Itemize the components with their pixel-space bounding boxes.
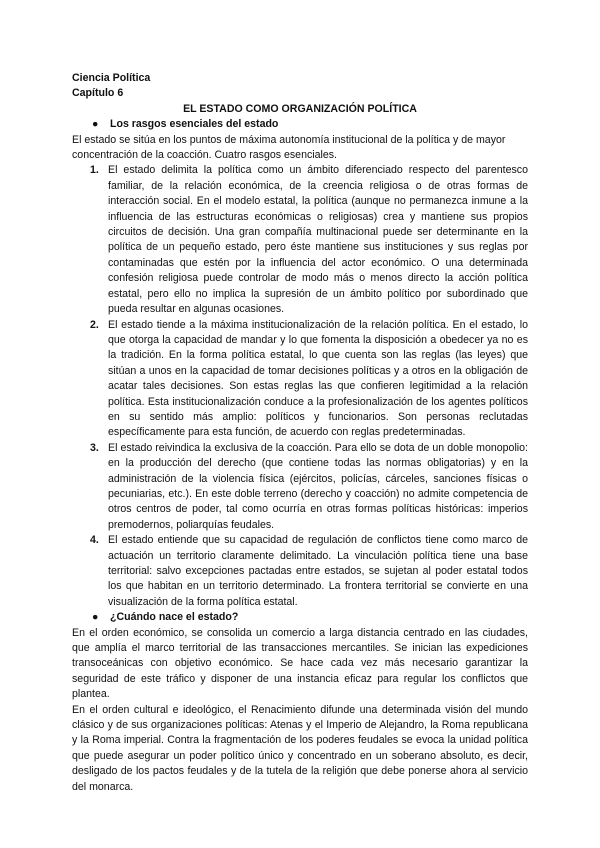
list-item-number: 3. bbox=[90, 441, 99, 454]
list-item bbox=[72, 441, 528, 533]
list-item-text: El estado delimita la política como un ámbito diferenciado respecto del parentesco familiar, de la relación económica, de la creencia religiosa o de otras formas de interacción social. En el modelo estatal, la política (aunque no permanezca inmune a la influencia de las estructuras económicas o religiosas) crea y mantiene sus propios circuitos de decisión. Una gran compañía multinacional puede ser determinante en la política de un pequeño estado, pero éste mantiene sus instituciones y sus reglas por contaminadas que estén por la influencia del actor económico. O una determinada confesión religiosa puede controlar de modo más o menos directo la acción política estatal, pero ello no implica la supresión de un ámbito político por subordinado que pueda resultar en algunas ocasiones. bbox=[108, 164, 528, 316]
chapter-label: Capítulo 6 bbox=[72, 87, 124, 100]
bullet-icon: ● bbox=[92, 611, 99, 624]
list-item bbox=[72, 163, 528, 317]
section-heading-text: Los rasgos esenciales del estado bbox=[110, 118, 279, 131]
section-heading-rasgos bbox=[92, 117, 528, 132]
course-title: Ciencia Política bbox=[72, 72, 151, 84]
list-item-text: El estado reivindica la exclusiva de la coacción. Para ello se dota de un doble monopolio: en la producción del derecho (que contiene todas las normas obligatorias) y en la administración de la violencia física (ejércitos, policías, cárceles, sanciones físicas o pecuniarias, etc.). En este doble terreno (derecho y coacción) no admite competencia de otros centros de poder, tal como ocurría en otras formas políticas históricas: imperios premodernos, poliarquías feudales. bbox=[108, 441, 528, 531]
document-page bbox=[72, 71, 528, 795]
list-item-number: 1. bbox=[90, 164, 99, 177]
list-item-number: 2. bbox=[90, 318, 99, 331]
paragraph-cultural: En el orden cultural e ideológico, el Renacimiento difunde una determinada visión del mundo clásico y de sus organizaciones políticas: Atenas y el Imperio de Alejandro, la Roma republicana y la Roma imperial. Contra la fragmentación de los poderes feudales se evoca la unidad política que puede asegurar un poder político único y concentrado en un soberano absoluto, es decir, desligado de los pactos feudales y de la tutela de la religión que debe ponerse ahora al servicio del monarca. bbox=[72, 703, 528, 793]
section-heading-text: ¿Cuándo nace el estado? bbox=[110, 611, 239, 624]
document-title: EL ESTADO COMO ORGANIZACIÓN POLÍTICA bbox=[183, 102, 417, 115]
section-intro: El estado se sitúa en los puntos de máxima autonomía institucional de la política y de mayor concentración de la coacción. Cuatro rasgos esenciales. bbox=[72, 133, 506, 162]
list-item-text: El estado entiende que su capacidad de regulación de conflictos tiene como marco de actuación un territorio claramente delimitado. La vinculación política tiene una base territorial: salvo excepciones pactadas entre estados, se sujetan al poder estatal todos los que habitan en un territorio determinado. La frontera territorial se convierte en una visualización de la forma política estatal. bbox=[108, 534, 528, 608]
list-item-text: El estado tiende a la máxima institucionalización de la relación política. En el estado, lo que otorga la capacidad de mandar y lo que fomenta la disposición a obedecer ya no es la tradición. En la forma política estatal, lo que cuenta son las reglas (las leyes) que sitúan a unos en la capacidad de tomar decisiones políticas y a otros en la obligación de acatar tales decisiones. Son estas reglas las que confieren legitimidad a la relación política. Esta institucionalización conduce a la profesionalización de los agentes políticos en su sentido más amplio: políticos y funcionarios. Son personas reclutadas específicamente para esta función, de acuerdo con reglas predeterminadas. bbox=[108, 318, 528, 439]
paragraph-economico: En el orden económico, se consolida un comercio a larga distancia centrado en las ciudades, que amplía el marco territorial de las transacciones mercantiles. Se inician las expediciones transoceánicas con objetivo económico. Se hace cada vez más necesario garantizar la seguridad de este tráfico y disponer de una instancia eficaz para regular los conflictos que plantea. bbox=[72, 626, 528, 701]
list-item bbox=[72, 318, 528, 441]
list-item-number: 4. bbox=[90, 534, 99, 547]
bullet-icon: ● bbox=[92, 118, 99, 131]
section-heading-nacimiento bbox=[92, 610, 528, 625]
list-item bbox=[72, 533, 528, 610]
rasgos-list bbox=[72, 163, 528, 610]
